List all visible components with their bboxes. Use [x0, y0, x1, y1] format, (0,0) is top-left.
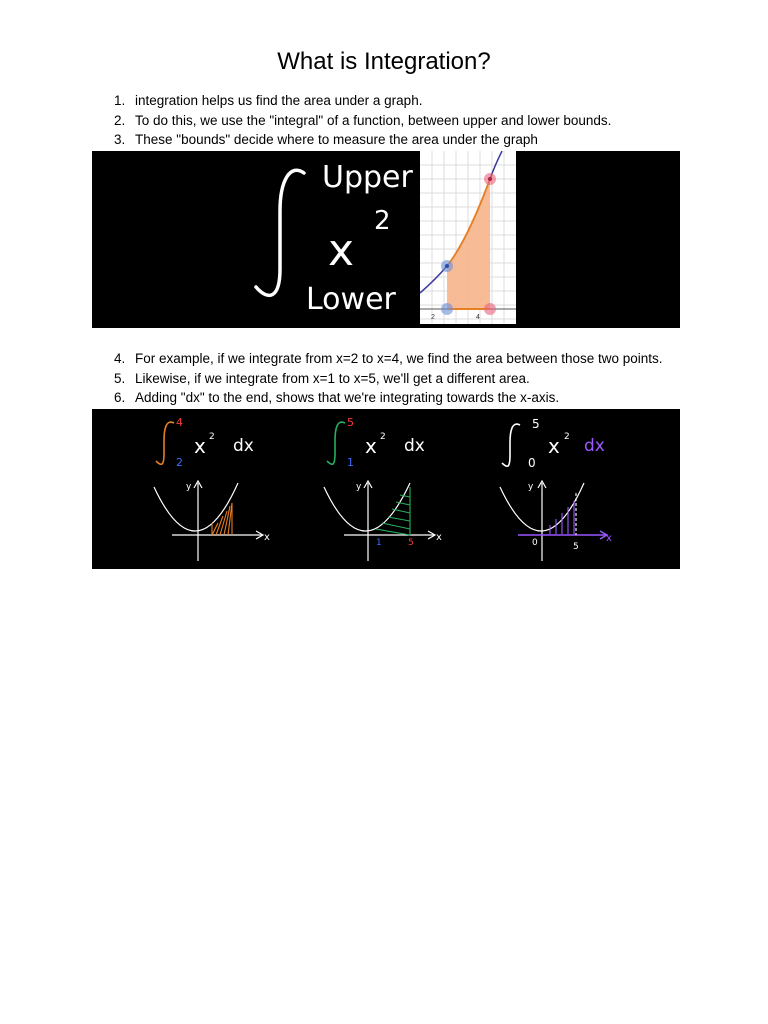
lower-curve-dot [445, 264, 449, 268]
lower-bound-point [441, 303, 453, 315]
lower-bound-label: Lower [306, 282, 396, 317]
list-item [92, 349, 663, 369]
tick-label: 5 [408, 538, 414, 548]
integrand-variable: x [328, 225, 355, 276]
integrand-exponent: 2 [564, 432, 570, 442]
upper-bound: 5 [532, 417, 540, 431]
example-integral-0-to-5 [500, 417, 612, 561]
list-item [92, 369, 663, 389]
page-title: What is Integration? [277, 48, 491, 75]
graph-tick-label: 4 [476, 314, 480, 321]
intro-list [92, 91, 611, 150]
list-text: For example, if we integrate from x=2 to x=4, we find the area between those two points. [135, 351, 663, 366]
upper-curve-dot [488, 177, 492, 181]
differential: dx [404, 436, 425, 456]
differential: dx [584, 436, 605, 456]
integral-sign [256, 170, 304, 295]
x-axis-label: x [264, 532, 270, 543]
tick-label: 5 [573, 542, 579, 552]
lower-bound: 2 [176, 456, 183, 469]
list-text: Adding "dx" to the end, shows that we're integrating towards the x-axis. [135, 390, 560, 405]
area-arrows [550, 501, 574, 534]
integral-sign [502, 424, 520, 466]
integrand-variable: x [548, 434, 560, 458]
example-integral-2-to-4 [154, 416, 270, 561]
upper-bound: 4 [176, 416, 183, 429]
integral-sign [327, 422, 345, 464]
parabola-curve [154, 483, 238, 531]
list-number: 2. [114, 112, 126, 128]
integrand-exponent: 2 [374, 206, 391, 236]
lower-bound: 1 [347, 456, 354, 469]
example-integral-1-to-5 [324, 416, 442, 561]
list-number: 6. [114, 390, 126, 405]
list-text: These "bounds" decide where to measure the area under the graph [135, 132, 538, 147]
list-number: 1. [114, 93, 126, 108]
y-axis-label: y [356, 482, 362, 492]
list-text: To do this, we use the "integral" of a function, between upper and lower bounds. [135, 112, 612, 128]
list-item [92, 130, 611, 150]
integral-bounds-illustration [92, 151, 680, 328]
y-axis-label: y [186, 482, 192, 492]
lower-bound: 0 [528, 456, 536, 470]
integral-sign [156, 422, 174, 464]
list-item [92, 91, 611, 111]
upper-bound-point [484, 303, 496, 315]
integrand-variable: x [365, 434, 377, 458]
list-text: integration helps us find the area under a graph. [135, 93, 423, 108]
x-axis-label: x [606, 533, 612, 544]
upper-bound: 5 [347, 416, 354, 429]
list-item [92, 111, 611, 131]
list-number: 3. [114, 132, 126, 147]
x-axis-label: x [436, 532, 442, 543]
area-hatching [212, 503, 232, 535]
integral-examples-illustration [92, 409, 680, 569]
differential: dx [233, 436, 254, 456]
examples-list [92, 349, 663, 408]
upper-bound-label: Upper [322, 160, 413, 195]
graph-tick-label: 2 [431, 314, 435, 321]
integrand-variable: x [194, 434, 206, 458]
parabola-curve [324, 483, 410, 531]
list-number: 5. [114, 370, 126, 386]
area-graph [420, 151, 516, 324]
integral-examples-figure [92, 409, 680, 569]
list-text: Likewise, if we integrate from x=1 to x=5, we'll get a different area. [135, 370, 530, 386]
integrand-exponent: 2 [380, 432, 386, 442]
tick-label: 1 [376, 538, 382, 548]
integrand-exponent: 2 [209, 432, 215, 442]
y-axis-label: y [528, 482, 534, 492]
tick-label: 0 [532, 538, 538, 548]
integral-bounds-figure [92, 151, 680, 328]
list-item [92, 388, 663, 408]
list-number: 4. [114, 351, 126, 366]
